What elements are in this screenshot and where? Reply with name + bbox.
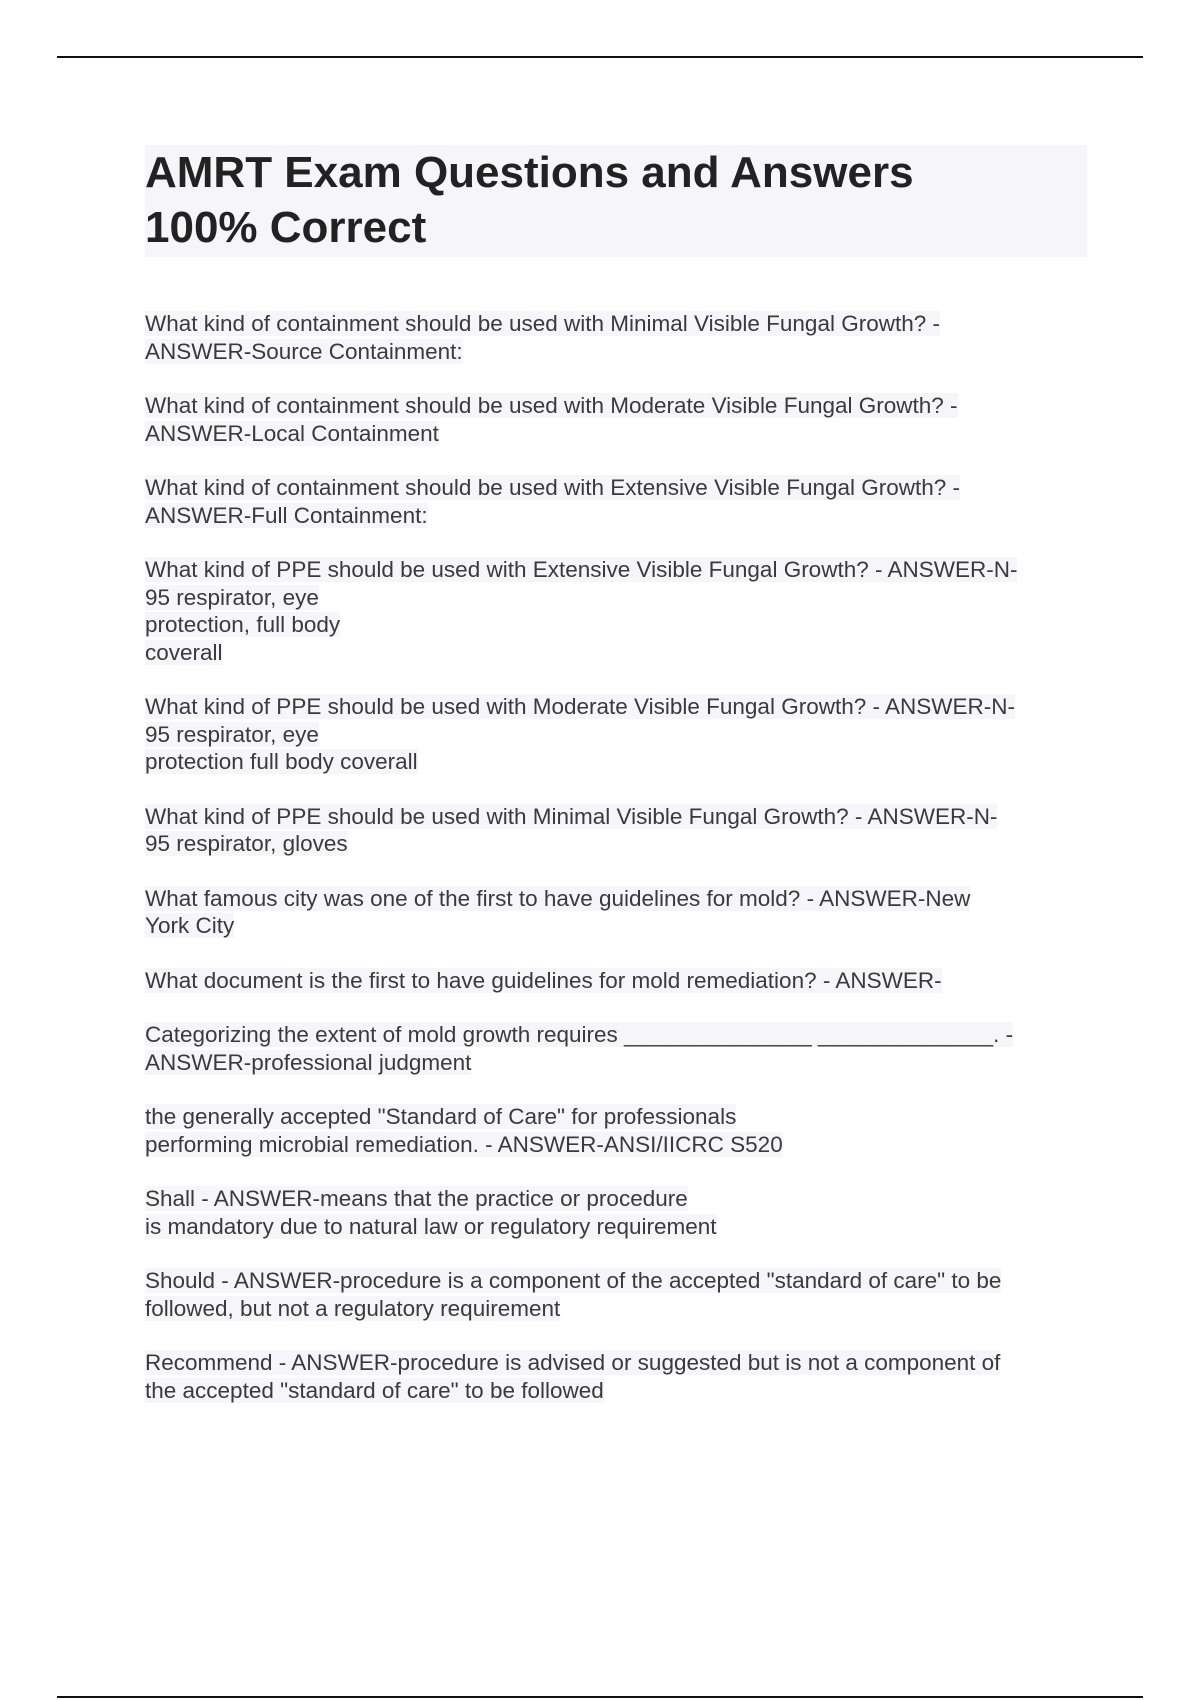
qa-item bbox=[145, 474, 1090, 529]
qa-text-line: What kind of containment should be used with Extensive Visible Fungal Growth? - bbox=[145, 475, 961, 500]
qa-text-line: is mandatory due to natural law or regulatory requirement bbox=[145, 1213, 717, 1239]
qa-item bbox=[145, 967, 1090, 995]
footer-rule bbox=[57, 1696, 1143, 1698]
qa-text-line: What kind of containment should be used with Minimal Visible Fungal Growth? - bbox=[145, 311, 940, 336]
qa-text-line: Categorizing the extent of mold growth requires _______________ ______________. - bbox=[145, 1022, 1014, 1047]
title-line: AMRT Exam Questions and Answers bbox=[145, 148, 914, 197]
qa-item bbox=[145, 1349, 1090, 1404]
qa-text-line: ANSWER-Full Containment: bbox=[145, 502, 428, 528]
qa-item bbox=[145, 392, 1090, 447]
qa-list bbox=[145, 310, 1090, 1431]
header-rule bbox=[57, 56, 1143, 58]
qa-item bbox=[145, 1103, 1090, 1158]
qa-text-line: Recommend - ANSWER-procedure is advised or suggested but is not a component of bbox=[145, 1350, 1001, 1375]
title-line: 100% Correct bbox=[145, 203, 427, 252]
qa-item bbox=[145, 1021, 1090, 1076]
qa-item bbox=[145, 556, 1090, 666]
qa-item bbox=[145, 885, 1090, 940]
qa-text-line: ANSWER-professional judgment bbox=[145, 1049, 472, 1075]
qa-text-line: protection full body coverall bbox=[145, 749, 418, 774]
qa-text-line: ANSWER-Source Containment: bbox=[145, 338, 463, 364]
qa-text-line: What kind of PPE should be used with Minimal Visible Fungal Growth? - ANSWER-N- bbox=[145, 803, 998, 829]
qa-text-line: coverall bbox=[145, 639, 223, 665]
document-title bbox=[145, 145, 1087, 255]
qa-item bbox=[145, 1185, 1090, 1240]
qa-item bbox=[145, 310, 1090, 365]
qa-text-line: Should - ANSWER-procedure is a component of the accepted "standard of care" to be bbox=[145, 1268, 1002, 1293]
qa-text-line: 95 respirator, eye bbox=[145, 721, 319, 747]
qa-text-line: York City bbox=[145, 913, 235, 938]
qa-text-line: the accepted "standard of care" to be followed bbox=[145, 1377, 604, 1403]
qa-text-line: What kind of PPE should be used with Moderate Visible Fungal Growth? - ANSWER-N- bbox=[145, 694, 1015, 719]
qa-text-line: the generally accepted "Standard of Care" for professionals bbox=[145, 1104, 737, 1129]
qa-text-line: What document is the first to have guidelines for mold remediation? - ANSWER- bbox=[145, 967, 942, 993]
qa-text-line: What famous city was one of the first to have guidelines for mold? - ANSWER-New bbox=[145, 885, 971, 911]
qa-text-line: protection, full body bbox=[145, 612, 341, 637]
qa-text-line: 95 respirator, gloves bbox=[145, 831, 348, 856]
qa-text-line: performing microbial remediation. - ANSWER-ANSI/IICRC S520 bbox=[145, 1131, 783, 1157]
qa-text-line: followed, but not a regulatory requirement bbox=[145, 1295, 561, 1321]
qa-text-line: What kind of PPE should be used with Extensive Visible Fungal Growth? - ANSWER-N- bbox=[145, 557, 1018, 582]
title-block bbox=[145, 145, 1087, 257]
qa-item bbox=[145, 803, 1090, 858]
qa-text-line: ANSWER-Local Containment bbox=[145, 420, 439, 446]
qa-item bbox=[145, 693, 1090, 776]
qa-text-line: What kind of containment should be used with Moderate Visible Fungal Growth? - bbox=[145, 393, 958, 418]
qa-item bbox=[145, 1267, 1090, 1322]
qa-text-line: Shall - ANSWER-means that the practice or procedure bbox=[145, 1186, 688, 1211]
qa-text-line: 95 respirator, eye bbox=[145, 584, 319, 610]
